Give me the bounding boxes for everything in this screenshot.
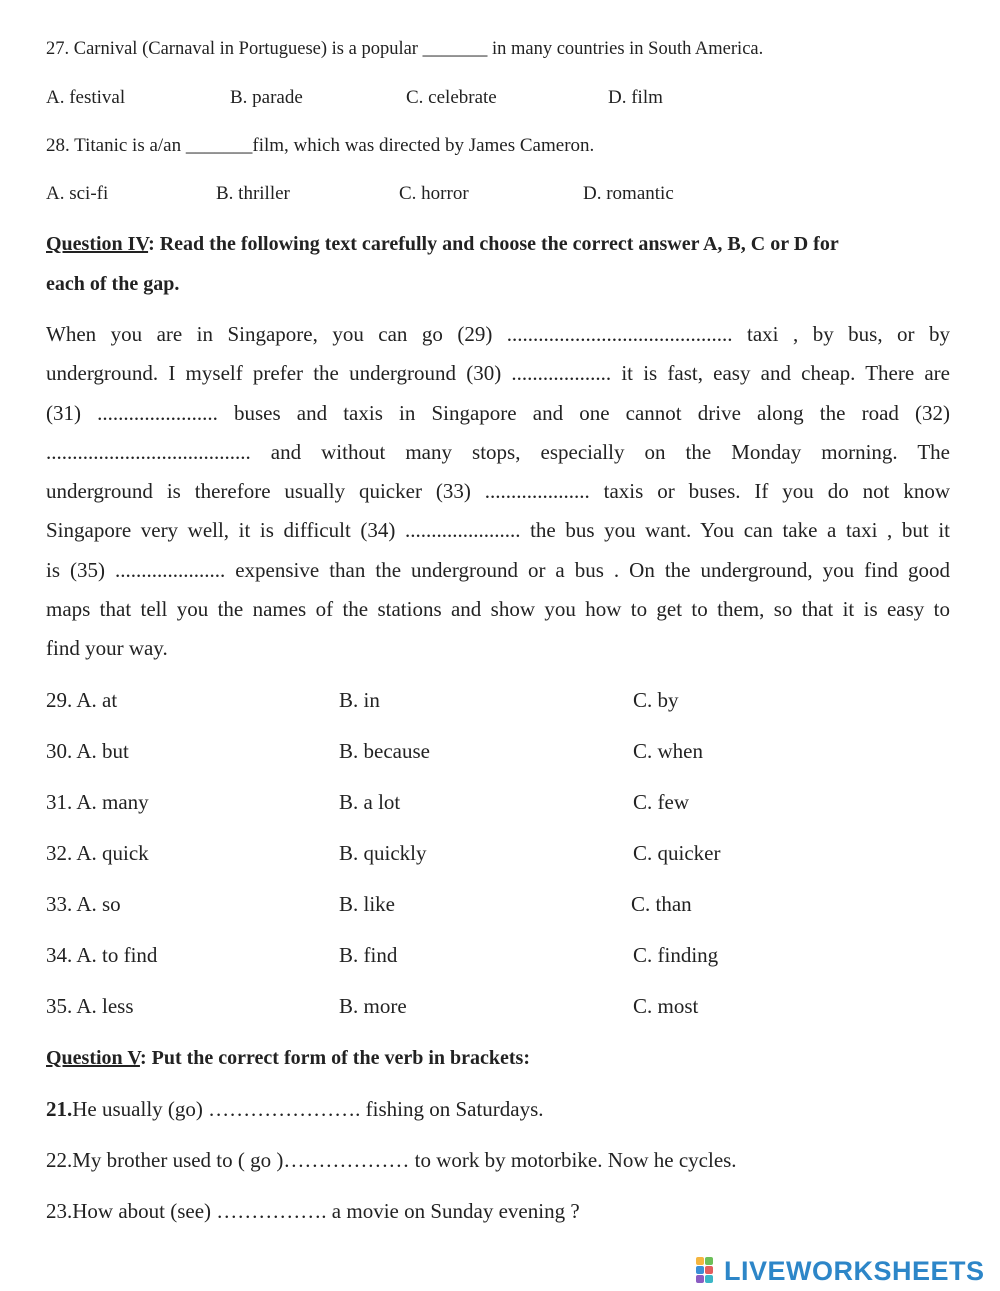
answer-31-c: C. few [633,790,689,814]
answer-30-a: 30. A. but [46,739,129,763]
q28-option-b: B. thriller [216,183,290,204]
question-4-title: : Read the following text carefully and choose the correct answer A, B, C or D for [148,233,839,255]
answer-33-c: C. than [631,892,692,916]
answer-32-a: 32. A. quick [46,841,149,865]
answer-35-b: B. more [339,994,407,1018]
answer-29-a: 29. A. at [46,688,118,712]
q28-option-d: D. romantic [583,183,674,204]
answer-34-c: C. finding [633,943,719,967]
q27-option-d: D. film [608,87,663,108]
passage-line: (31) ....................... buses and taxis in Singapore and one cannot drive along the road (32) [46,400,950,425]
verb-item-23 [46,1198,580,1224]
answer-30-c: C. when [633,739,703,763]
passage-line: is (35) ..................... expensive than the underground or a bus . On the underground, you find good [46,557,950,582]
passage-line: Singapore very well, it is difficult (34) ...................... the bus you want. You can take a taxi , but it [46,518,950,543]
passage-line: underground. I myself prefer the underground (30) ................... it is fast, easy and cheap. There are [46,361,950,386]
q28-option-c: C. horror [399,183,469,204]
passage-line: find your way. [46,636,168,661]
answer-33-b: B. like [339,892,395,916]
reading-passage [46,315,950,669]
q27-option-c: C. celebrate [406,87,497,108]
answer-32-b: B. quickly [339,841,427,865]
liveworksheets-logo [696,1254,985,1288]
question-5-heading [46,1046,530,1070]
question-28-stem: 28. Titanic is a/an _______film, which was directed by James Cameron. [46,135,595,156]
answer-32-c: C. quicker [633,841,721,865]
passage-line: When you are in Singapore, you can go (29) ........................................... taxi , by bus, or by [46,322,950,346]
passage-line: maps that tell you the names of the stations and show you how to get to them, so that it is easy to [46,597,950,622]
verb-item-number: 21. [46,1097,73,1121]
answer-30-b: B. because [339,739,430,763]
logo-blocks-icon [696,1257,722,1285]
q27-option-b: B. parade [230,87,303,108]
passage-line: ....................................... and without many stops, especially on the Monday morning. The [46,439,950,464]
answer-34-b: B. find [339,943,398,967]
verb-item-21 [46,1096,544,1122]
q27-option-a: A. festival [46,87,126,108]
question-4-heading [46,232,839,256]
logo-text: LIVEWORKSHEETS [724,1255,985,1286]
answer-35-a: 35. A. less [46,994,134,1018]
question-5-title: : Put the correct form of the verb in brackets: [139,1047,530,1069]
passage-line: underground is therefore usually quicker (33) .................... taxis or buses. If you do not know [46,479,950,504]
answer-33-a: 33. A. so [46,892,121,916]
question-4-label: Question IV [46,233,149,255]
verb-item-text: He usually (go) …………………. fishing on Saturdays. [72,1097,544,1121]
answer-29-c: C. by [633,688,679,712]
verb-item-text: 22.My brother used to ( go )……………… to work by motorbike. Now he cycles. [46,1148,737,1172]
answer-34-a: 34. A. to find [46,943,158,967]
answer-31-a: 31. A. many [46,790,149,814]
question-27-stem: 27. Carnival (Carnaval in Portuguese) is a popular _______ in many countries in South America. [46,39,764,59]
answer-31-b: B. a lot [339,790,401,814]
question-5-label: Question V [46,1047,140,1069]
q28-option-a: A. sci-fi [46,183,109,204]
answer-35-c: C. most [633,994,699,1018]
verb-item-text: 23.How about (see) ……………. a movie on Sunday evening ? [46,1199,580,1223]
answer-29-b: B. in [339,688,380,712]
verb-item-22 [46,1147,737,1173]
question-4-heading-cont: each of the gap. [46,273,180,295]
